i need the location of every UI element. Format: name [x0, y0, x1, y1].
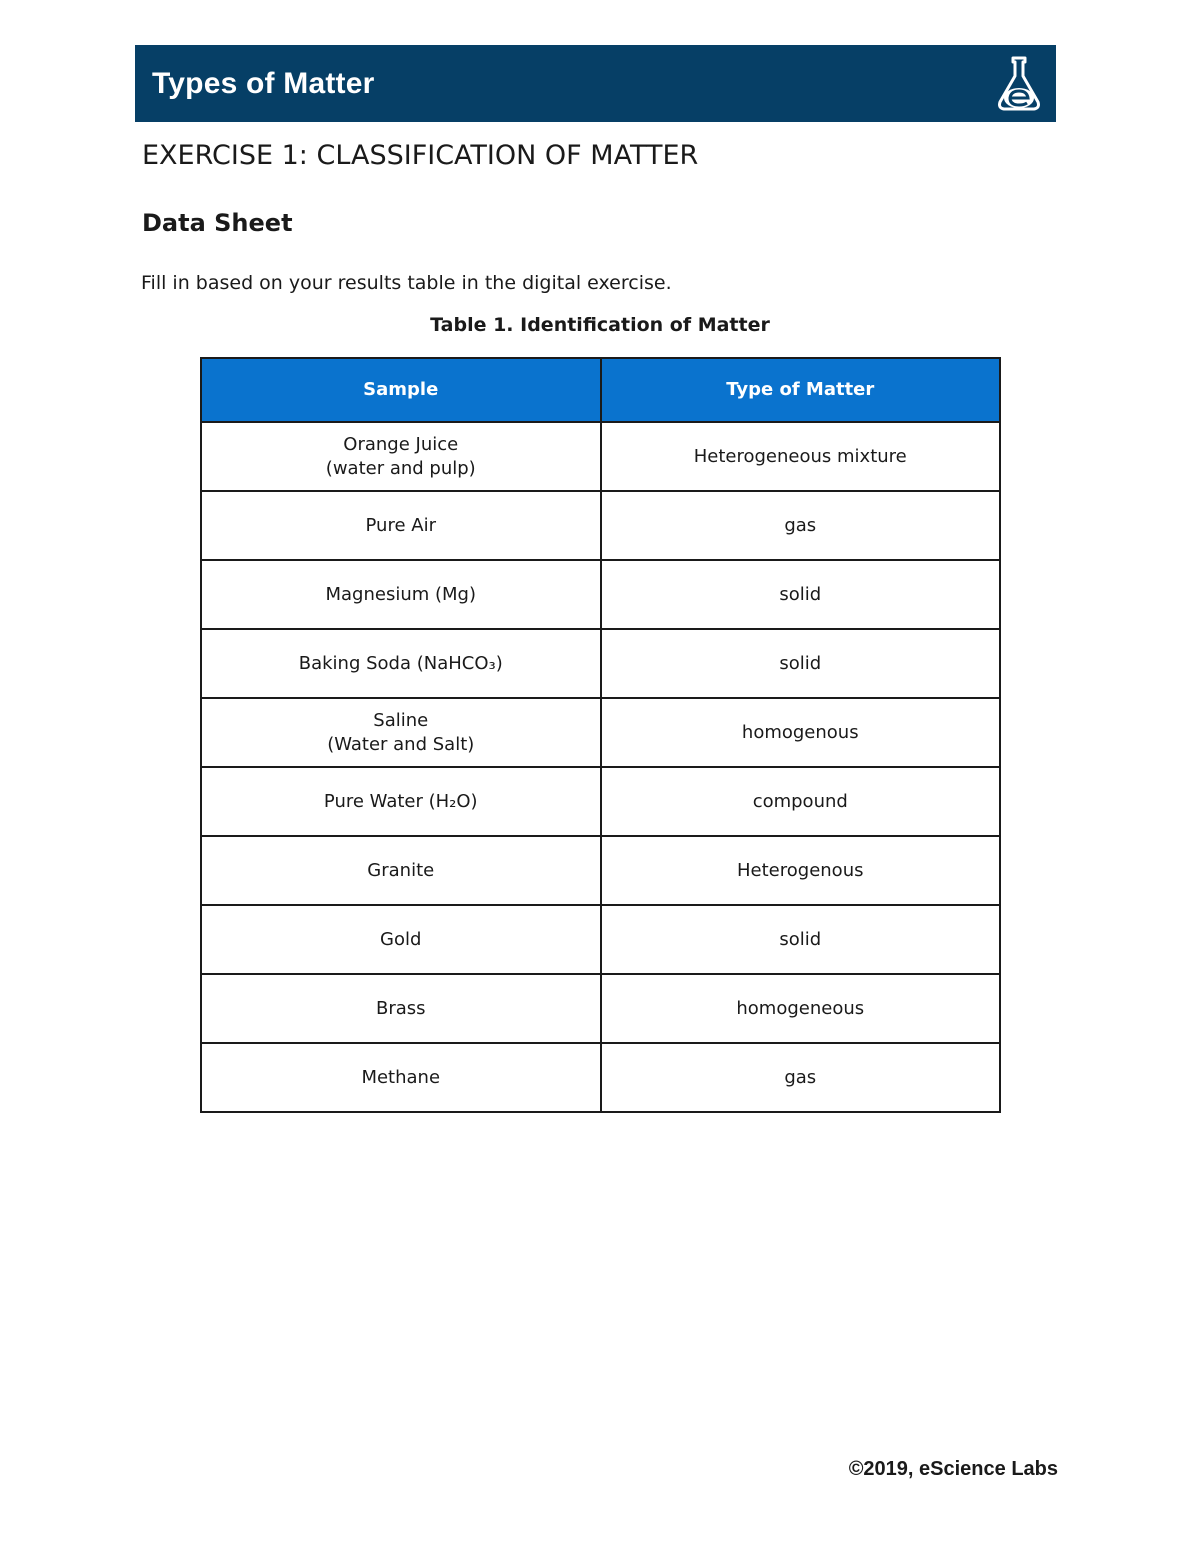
flask-e-logo-icon: [994, 54, 1044, 114]
sample-cell: [201, 698, 601, 767]
type-of-matter-cell: gas: [601, 491, 1001, 560]
table-row: [201, 905, 1000, 974]
instructions-text: Fill in based on your results table in the digital exercise.: [141, 272, 672, 294]
section-title: Data Sheet: [142, 209, 293, 237]
table-row: [201, 491, 1000, 560]
sample-cell: [201, 491, 601, 560]
type-of-matter-cell: compound: [601, 767, 1001, 836]
table-row: [201, 422, 1000, 491]
table-row: [201, 560, 1000, 629]
sample-name: Saline: [373, 709, 429, 731]
type-of-matter-cell: solid: [601, 560, 1001, 629]
type-of-matter-cell: solid: [601, 905, 1001, 974]
page-title: Types of Matter: [152, 66, 375, 100]
table-row: [201, 629, 1000, 698]
sample-name: Pure Air: [365, 514, 436, 536]
sample-cell: [201, 1043, 601, 1112]
type-of-matter-cell: solid: [601, 629, 1001, 698]
table-body: [201, 422, 1000, 1112]
type-of-matter-cell: Heterogeneous mixture: [601, 422, 1001, 491]
table-header-row: [201, 358, 1000, 422]
sample-name: Orange Juice: [343, 433, 459, 455]
table-row: [201, 698, 1000, 767]
matter-table: [200, 357, 1001, 1113]
sample-cell: [201, 836, 601, 905]
sample-name: Gold: [380, 928, 422, 950]
sample-name: Brass: [375, 997, 426, 1019]
table-row: [201, 1043, 1000, 1112]
table-row: [201, 767, 1000, 836]
sample-name: Pure Water (H₂O): [323, 790, 478, 812]
sample-name: Granite: [367, 859, 435, 881]
type-of-matter-cell: homogenous: [601, 698, 1001, 767]
sample-cell: [201, 974, 601, 1043]
sample-name: Baking Soda (NaHCO₃): [298, 652, 503, 674]
column-header-type: Type of Matter: [601, 358, 1001, 422]
sample-cell: [201, 905, 601, 974]
type-of-matter-cell: Heterogenous: [601, 836, 1001, 905]
table-row: [201, 836, 1000, 905]
sample-name: (water and pulp): [325, 457, 476, 479]
copyright-footer: ©2019, eScience Labs: [848, 1458, 1058, 1480]
type-of-matter-cell: homogeneous: [601, 974, 1001, 1043]
type-of-matter-cell: gas: [601, 1043, 1001, 1112]
sample-name: Methane: [361, 1066, 441, 1088]
sample-cell: [201, 560, 601, 629]
sample-name: (Water and Salt): [327, 733, 475, 755]
column-header-sample: Sample: [201, 358, 601, 422]
header-banner: [135, 45, 1056, 122]
table-caption: Table 1. Identification of Matter: [430, 314, 770, 336]
sample-cell: [201, 629, 601, 698]
sample-name: Magnesium (Mg): [325, 583, 476, 605]
exercise-title: EXERCISE 1: CLASSIFICATION OF MATTER: [142, 140, 699, 171]
sample-cell: [201, 422, 601, 491]
table-row: [201, 974, 1000, 1043]
sample-cell: [201, 767, 601, 836]
